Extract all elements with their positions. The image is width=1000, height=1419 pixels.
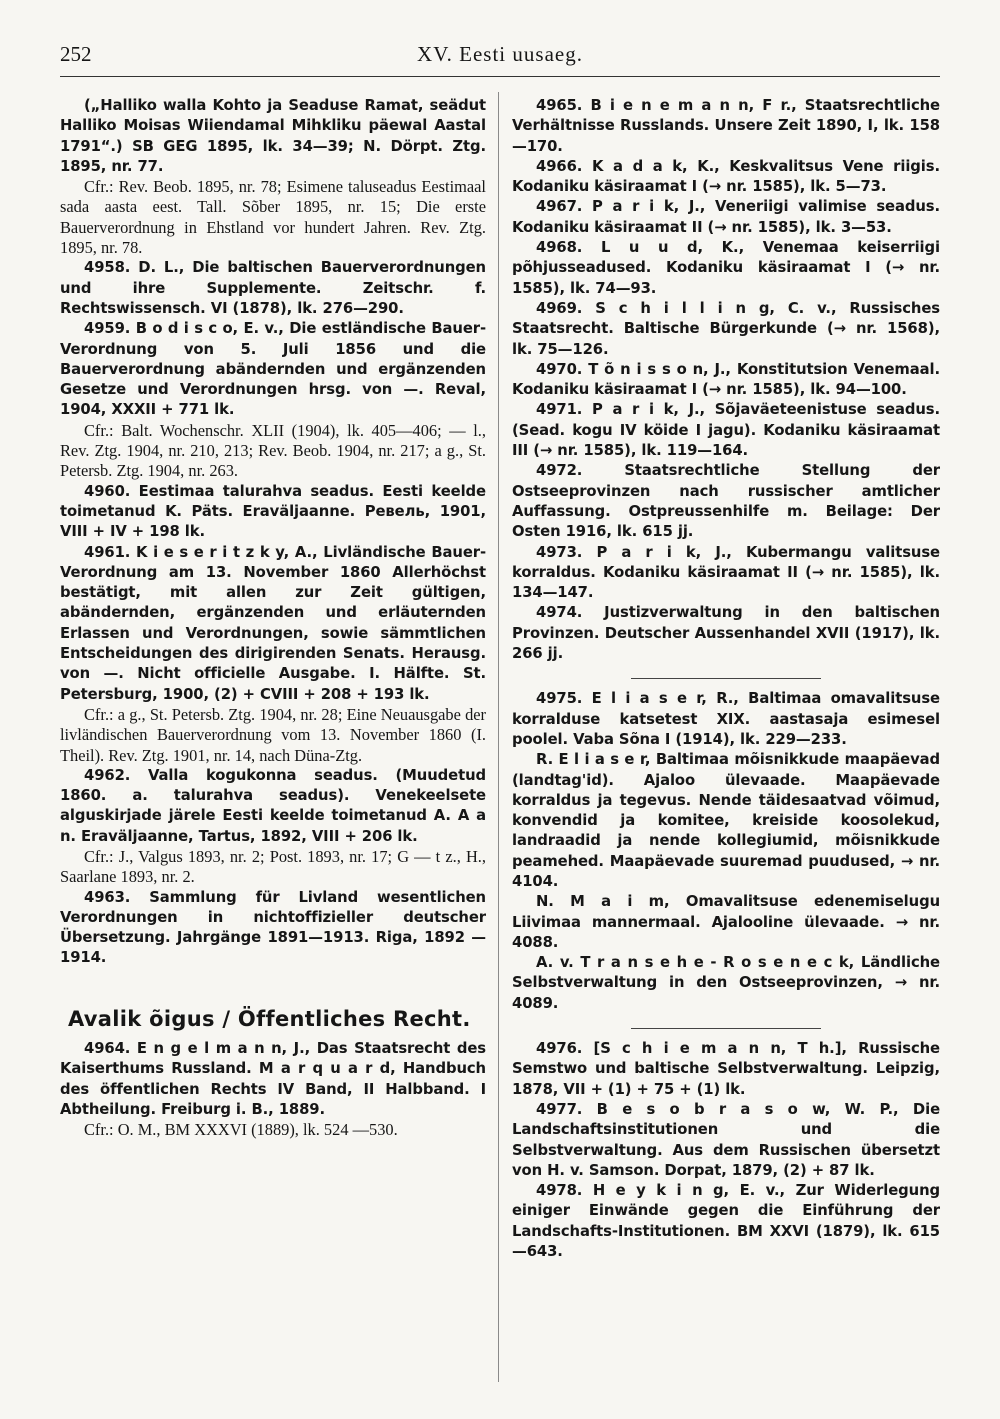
section-rule	[631, 678, 821, 679]
entry-4973: 4973. P a r i k, J., Kubermangu valitsuse korraldus. Kodaniku käsiraamat II (→ nr. 1585), lk. 134—147.	[512, 543, 940, 602]
entry-4974: 4974. Justizverwaltung in den baltischen Provinzen. Deutscher Aussenhandel XVII (1917), lk. 266 jj.	[512, 604, 940, 663]
entry-4965: 4965. B i e n e m a n n, F r., Staatsrechtliche Verhältnisse Russlands. Unsere Zeit 1890, I, lk. 158—170.	[512, 97, 940, 155]
entry-4966: 4966. K a d a k, K., Keskvalitsus Vene riigis. Kodaniku käsiraamat I (→ nr. 1585), lk. 5—73.	[512, 157, 940, 196]
entry-4975-related: A. v. T r a n s e h e - R o s e n e c k, Ländliche Selbstverwaltung in den Ostseeprovinzen, → nr. 4089.	[512, 954, 940, 1012]
entry-4962: 4962. Valla kogukonna seadus. (Muudetud 1860. a. talurahva seadus). Venekeelsete alguskirjade järele Eesti keelde toimetanud A. A a n. Eraväljaanne, Tartus, 1892, VIII + 206 lk.	[60, 766, 486, 845]
entry-continuation: („Halliko walla Kohto ja Seaduse Ramat, seädut Halliko Moisas Wiiendamal Mihkliku päewal Aastal 1791“.) SB GEG 1895, lk. 34—39; N. Dörpt. Ztg. 1895, nr. 77.	[60, 97, 486, 175]
entry-4976: 4976. [S c h i e m a n n, T h.], Russische Semstwo und baltische Selbstverwaltung. Leipzig, 1878, VII + (1) + 75 + (1) lk.	[512, 1040, 940, 1098]
entry-4967: 4967. P a r i k, J., Veneriigi valimise seadus. Kodaniku käsiraamat II (→ nr. 1585), lk. 3—53.	[512, 198, 940, 236]
entry-4968: 4968. L u u d, K., Venemaa keiserriigi põhjusseadused. Kodaniku käsiraamat I (→ nr. 1585), lk. 74—93.	[512, 239, 940, 297]
entry-4961-cfr: Cfr.: a g., St. Petersb. Ztg. 1904, nr. 28; Eine Neuausgabe der livländischen Bauerverordnung vom 13. November 1860 (I. Theil). Rev. Ztg. 1901, nr. 14, nach Düna-Ztg.	[60, 704, 486, 765]
page-number: 252	[60, 42, 92, 66]
entry-4964-cfr: Cfr.: O. M., BM XXXVI (1889), lk. 524 —530.	[84, 1120, 398, 1140]
page-header	[60, 40, 940, 77]
entry-4959-cfr: Cfr.: Balt. Wochenschr. XLII (1904), lk. 405—406; — l., Rev. Ztg. 1904, nr. 210, 213; Rev. Beob. 1904, nr. 217; a g., St. Petersb. Ztg. 1904, nr. 263.	[60, 420, 486, 481]
entry-4969: 4969. S c h i l l i n g, C. v., Russisches Staatsrecht. Baltische Bürgerkunde (→ nr. 1568), lk. 75—126.	[512, 299, 940, 358]
entry-4975-related: R. E l i a s e r, Baltimaa mõisnikkude maapäevad (landtag'id). Ajaloo ülevaade. Maapäevade korraldus ja tegevus. Nende täidesaatvad võimud, konvendid ja komitee, kreiside koosolekud, landraadid ja nende kollegiumid, mõisnikkude peamehed. Maapäevade suuremad puudused, → nr. 4104.	[512, 751, 940, 890]
entry-4959: 4959. B o d i s c o, E. v., Die estländische Bauer-Verordnung von 5. Juli 1856 und die Bauerverordnung abändernden und ergänzenden Gesetze und Verordnungen hrsg. von —. Reval, 1904, XXXII + 771 lk.	[60, 320, 486, 419]
entry-4978: 4978. H e y k i n g, E. v., Zur Widerlegung einiger Einwände gegen die Einführung der Landschafts-Institutionen. BM XXVI (1879), lk. 615—643.	[512, 1182, 940, 1261]
entry-4971: 4971. P a r i k, J., Sõjaväeteenistuse seadus. (Sead. kogu IV köide I jagu). Kodaniku käsiraamat III (→ nr. 1585), lk. 119—164.	[512, 401, 940, 460]
entry-4960: 4960. Eestimaa talurahva seadus. Eesti keelde toimetanud K. Päts. Eraväljaanne. Ревель, 1901, VIII + IV + 198 lk.	[60, 482, 486, 541]
entry-cfr: Cfr.: Rev. Beob. 1895, nr. 78; Esimene taluseadus Eestimaal sada aasta eest. Tall. Sõber 1895, nr. 15; Die erste Bauerverordnung in Ehstland vor hundert Jahren. Rev. Ztg. 1895, nr. 78.	[60, 177, 486, 258]
entry-4977: 4977. B e s o b r a s o w, W. P., Die Landschaftsinstitutionen und die Selbstverwaltung. Aus dem Russischen übersetzt von H. v. Samson. Dorpat, 1879, (2) + 87 lk.	[512, 1100, 940, 1179]
entry-4964: 4964. E n g e l m a n n, J., Das Staatsrecht des Kaiserthums Russland. M a r q u a r d, Handbuch des öffentlichen Rechts IV Band, II Halbband. I Abtheilung. Freiburg i. B., 1889.	[60, 1040, 486, 1118]
entry-4975-related: N. M a i m, Omavalitsuse edenemiselugu Liivimaa mannermaal. Ajalooline ülevaade. → nr. 4088.	[512, 893, 940, 951]
left-column	[60, 96, 486, 1141]
entry-4963: 4963. Sammlung für Livland wesentlichen Verordnungen in nichtoffizieller deutscher Übersetzung. Jahrgänge 1891—1913. Riga, 1892 —1914.	[60, 888, 486, 967]
entry-4958: 4958. D. L., Die baltischen Bauerverordnungen und ihre Supplemente. Zeitschr. f. Rechtswissensch. VI (1878), lk. 276—290.	[60, 259, 486, 317]
entry-4972: 4972. Staatsrechtliche Stellung der Ostseeprovinzen nach russischer amtlicher Auffassung. Ostpreussenhilfe m. Beilage: Der Osten 1916, lk. 615 jj.	[512, 462, 940, 541]
entry-4975: 4975. E l i a s e r, R., Baltimaa omavalitsuse korralduse katsetest XIX. aastasaja esimesel poolel. Vaba Sõna I (1914), lk. 229—233.	[512, 690, 940, 748]
running-title: XV. Eesti uusaeg.	[417, 42, 583, 66]
right-column	[512, 96, 940, 1262]
spacer	[60, 969, 486, 1009]
section-heading: Avalik õigus / Öffentliches Recht.	[68, 1006, 471, 1031]
entry-4961: 4961. K i e s e r i t z k y, A., Livländische Bauer-Verordnung am 13. November 1860 Allerhöchst bestätigt, mit allen zur Zeit gültigen, abändernden, ergänzenden und erläuternden Erlassen und Verordnungen, sowie sämmtlichen Entscheidungen des dirigirenden Senats. Herausg. von —. Nicht officielle Ausgabe. I. Hälfte. St. Petersburg, 1900, (2) + CVIII + 208 + 193 lk.	[60, 543, 486, 703]
entry-4962-cfr: Cfr.: J., Valgus 1893, nr. 2; Post. 1893, nr. 17; G — t z., H., Saarlane 1893, nr. 2.	[60, 846, 486, 887]
column-divider	[498, 92, 499, 1382]
section-rule	[631, 1028, 821, 1029]
entry-4970: 4970. T õ n i s s o n, J., Konstitutsion Venemaal. Kodaniku käsiraamat I (→ nr. 1585), lk. 94—100.	[512, 360, 940, 399]
